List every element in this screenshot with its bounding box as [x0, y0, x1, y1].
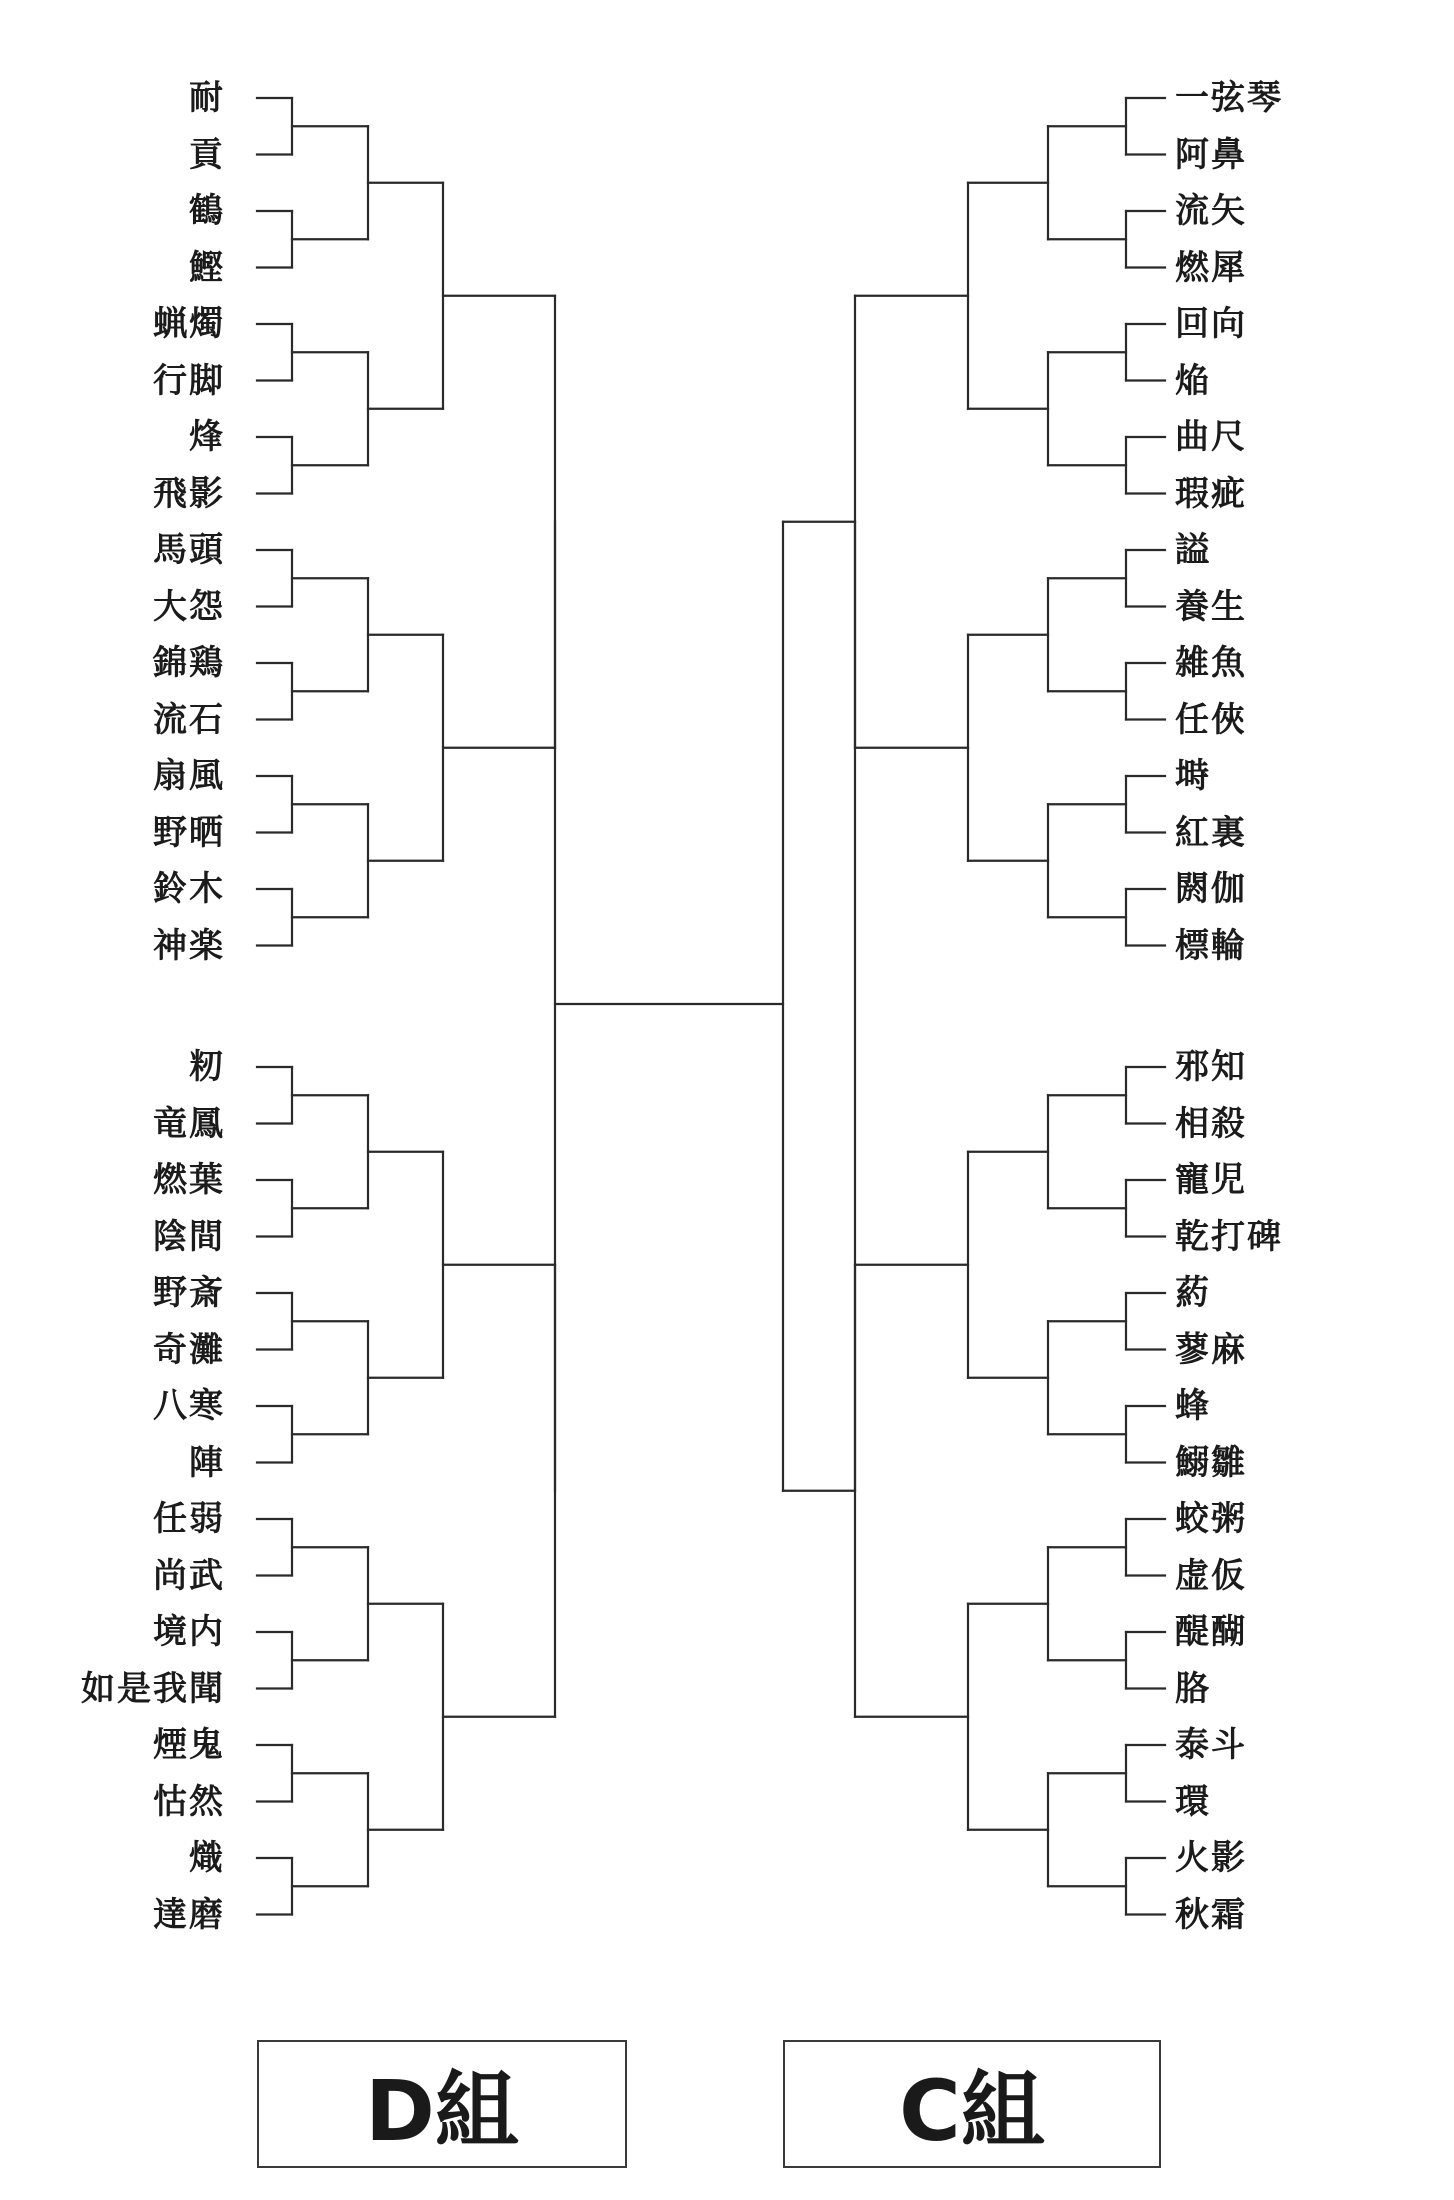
- participant-name: 怙然: [153, 1781, 225, 1822]
- participant-name: 陰間: [153, 1216, 225, 1257]
- group-d-label-box: [257, 2040, 627, 2168]
- participant-name: 錦鶏: [153, 643, 225, 683]
- participant-name: 閼伽: [1175, 869, 1247, 909]
- participant-name: 回向: [1175, 304, 1247, 344]
- participant-name: 虚仮: [1175, 1555, 1247, 1596]
- participant-name: 熾: [189, 1838, 225, 1878]
- participant-name: 謚: [1175, 530, 1211, 570]
- participant-name: 達磨: [153, 1894, 225, 1935]
- group-c-label: C組: [899, 2061, 1045, 2160]
- participant-name: 神楽: [153, 925, 225, 966]
- participant-name: 竜鳳: [153, 1103, 225, 1144]
- participant-name: 野晒: [153, 812, 225, 853]
- participant-name: 燃葉: [153, 1160, 225, 1200]
- participant-name: 尚武: [153, 1555, 225, 1596]
- participant-name: 曲尺: [1175, 417, 1247, 457]
- participant-name: 流石: [153, 699, 225, 740]
- participant-name: 境内: [153, 1612, 225, 1652]
- participant-name: 標輪: [1175, 925, 1247, 966]
- participant-name: 陣: [189, 1442, 225, 1483]
- participant-name: 蓼麻: [1175, 1329, 1247, 1370]
- participant-name: 飛影: [153, 473, 225, 514]
- participant-name: 火影: [1175, 1838, 1247, 1878]
- participant-name: 貢: [189, 134, 225, 175]
- participant-name: 馬頭: [153, 530, 225, 570]
- participant-name: 任弱: [153, 1499, 225, 1539]
- participant-name: 養生: [1175, 586, 1247, 627]
- participant-name: 蝋燭: [153, 304, 225, 344]
- participant-name: 乾打碑: [1175, 1216, 1283, 1257]
- participant-name: 鰯雛: [1175, 1442, 1247, 1483]
- participant-name: 一弦琴: [1175, 78, 1283, 118]
- participant-name: 燃犀: [1175, 247, 1247, 288]
- participant-name: 流矢: [1175, 191, 1247, 231]
- participant-name: 如是我聞: [81, 1668, 225, 1709]
- group-d-label: D組: [365, 2061, 519, 2160]
- participant-name: 鶴: [189, 191, 225, 231]
- participant-name: 塒: [1175, 756, 1211, 796]
- participant-name: 煙鬼: [153, 1725, 225, 1765]
- participant-name: 行脚: [153, 360, 225, 401]
- participant-name: 寵児: [1175, 1160, 1247, 1200]
- participant-name: 紅裏: [1175, 812, 1247, 853]
- participant-name: 焔: [1175, 360, 1211, 401]
- participant-name: 秋霜: [1175, 1894, 1247, 1935]
- participant-name: 邪知: [1175, 1047, 1247, 1087]
- participant-name: 蜂: [1175, 1386, 1211, 1426]
- participant-name: 醍醐: [1175, 1612, 1247, 1652]
- participant-name: 瑕疵: [1175, 473, 1247, 514]
- participant-name: 鈴木: [153, 869, 225, 909]
- participant-name: 鰹: [189, 247, 225, 288]
- participant-name: 烽: [189, 417, 225, 457]
- participant-name: 任俠: [1175, 699, 1247, 740]
- group-c-label-box: [783, 2040, 1161, 2168]
- participant-name: 胳: [1175, 1668, 1211, 1709]
- participant-name: 葯: [1175, 1273, 1211, 1313]
- participant-name: 大怨: [153, 586, 225, 627]
- participant-name: 泰斗: [1175, 1725, 1247, 1765]
- participant-name: 籾: [189, 1047, 225, 1087]
- participant-name: 耐: [189, 78, 225, 118]
- participant-name: 環: [1175, 1781, 1211, 1822]
- participant-name: 蛟粥: [1175, 1499, 1247, 1539]
- participant-name: 八寒: [153, 1386, 225, 1426]
- participant-name: 野斎: [153, 1273, 225, 1313]
- participant-name: 相殺: [1175, 1103, 1247, 1144]
- participant-name: 雑魚: [1175, 643, 1247, 683]
- participant-name: 扇風: [153, 756, 225, 796]
- participant-name: 奇灘: [153, 1329, 225, 1370]
- participant-name: 阿鼻: [1175, 134, 1247, 175]
